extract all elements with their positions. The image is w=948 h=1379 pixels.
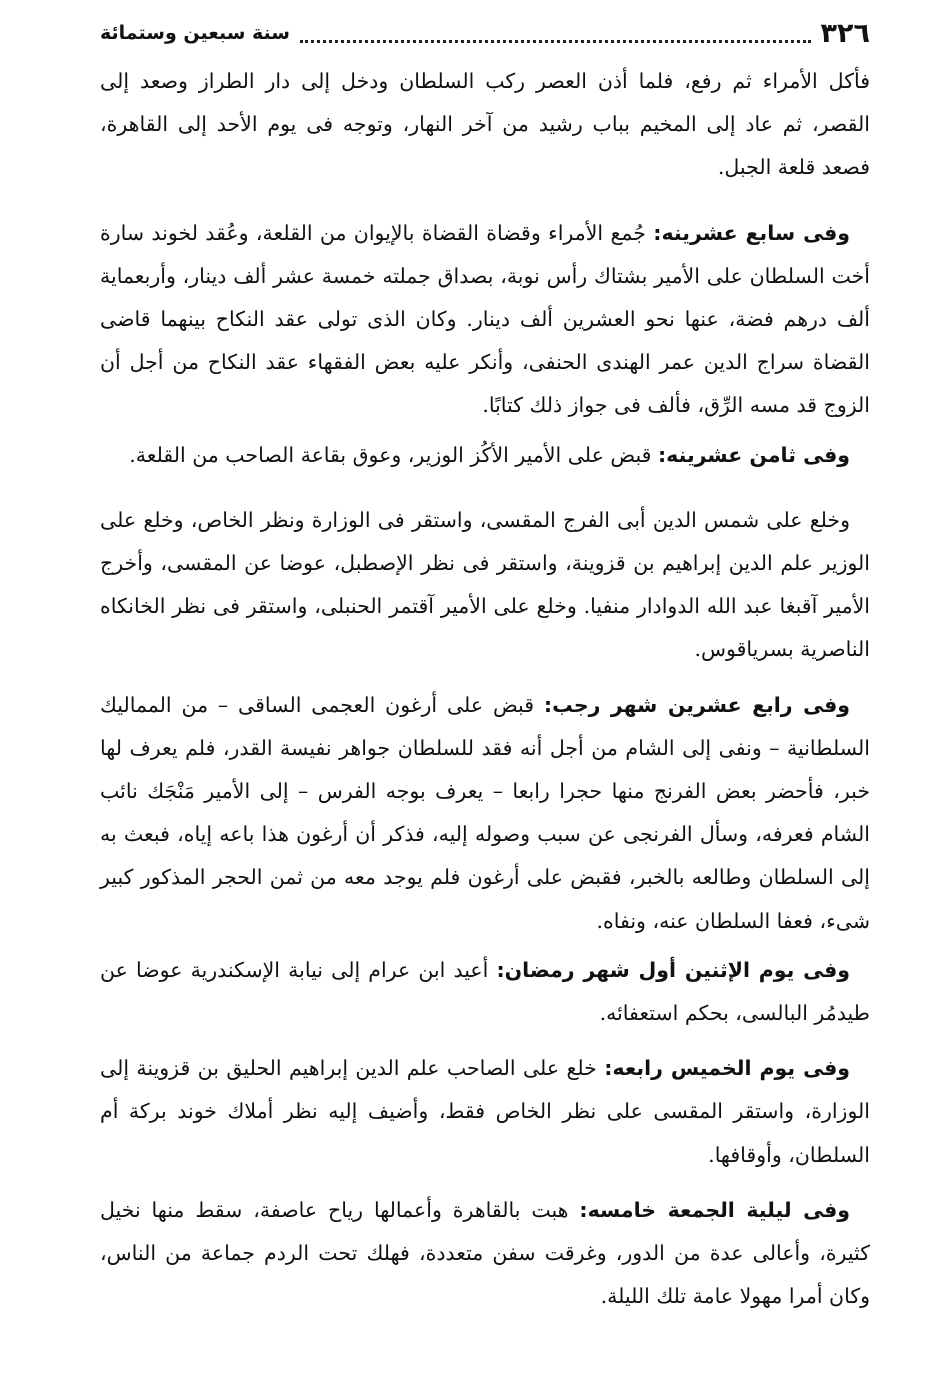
paragraph-5-lead: وفى رابع عشرين شهر رجب: xyxy=(543,692,850,717)
paragraph-7-text: خلع على الصاحب علم الدين إبراهيم الحليق بن قزوينة إلى الوزارة، واستقر المقسى على نظر الخاص فقط، وأضيف إليه نظر أملاك خوند بركة أم السلطان، وأوقافها. xyxy=(100,1056,870,1167)
paragraph-6-text: أعيد ابن عرام إلى نيابة الإسكندرية عوضا عن طيدمُر البالسى، بحكم استعفائه. xyxy=(100,957,870,1026)
dotted-leader xyxy=(300,40,811,43)
running-title: سنة سبعين وستمائة xyxy=(100,22,290,44)
running-head xyxy=(100,10,870,56)
paragraph-2 xyxy=(100,212,870,428)
paragraph-7-lead: وفى يوم الخميس رابعه: xyxy=(604,1056,850,1081)
paragraph-2-lead: وفى سابع عشرينه: xyxy=(653,220,850,245)
paragraph-8-text: هبت بالقاهرة وأعمالها رياح عاصفة، سقط منها نخيل كثيرة، وأعالى عدة من الدور، وغرقت سفن متعددة، فهلك تحت الردم جماعة من الناس، وكان أمرا مهولا عامة تلك الليلة. xyxy=(100,1197,870,1309)
paragraph-4-text: وخلع على شمس الدين أبى الفرج المقسى، واستقر فى الوزارة ونظر الخاص، وخلع على الوزير علم الدين إبراهيم بن قزوينة، واستقر فى نظر الإصطبل، عوضا عن المقسى، وأخرج الأمير آقبغا عبد الله الدوادار منفيا. وخلع على الأمير آقتمر الحنبلى، واستقر فى نظر الخانكاه الناصرية بسرياقوس. xyxy=(100,507,870,662)
paragraph-5 xyxy=(100,684,870,943)
paragraph-8-lead: وفى ليلية الجمعة خامسه: xyxy=(579,1197,851,1222)
paragraph-2-text: جُمع الأمراء وقضاة القضاة بالإيوان من القلعة، وعُقد لخوند سارة أخت السلطان على الأمير بشتاك رأس نوبة، بصداق جملته خمسة عشر ألف دينار، وأربعماية ألف درهم فضة، عنها نحو العشرين ألف دينار. وكان الذى تولى عقد النكاح بينهما قاضى القضاة سراج الدين عمر الهندى الحنفى، وأنكر عليه بعض الفقهاء عقد النكاح من أجل أن الزوج قد مسه الرِّق، فألف فى جواز ذلك كتابًا. xyxy=(100,220,870,418)
body-text xyxy=(100,60,870,1318)
paragraph-7 xyxy=(100,1047,870,1177)
paragraph-3-lead: وفى ثامن عشرينه: xyxy=(657,442,850,467)
paragraph-8 xyxy=(100,1189,870,1319)
paragraph-6 xyxy=(100,949,870,1035)
paragraph-4 xyxy=(100,499,870,672)
paragraph-3-text: قبض على الأمير الأكُز الوزير، وعوق بقاعة الصاحب من القلعة. xyxy=(129,442,658,467)
paragraph-5-text: قبض على أرغون العجمى الساقى – من المماليك السلطانية – ونفى إلى الشام من أجل أنه فقد للسلطان جواهر نفيسة القدر، فلم يعرف لها خبر، فأحضر بعض الفرنج منها حجرا رابعا – يعرف بوجه الفرس – إلى الأمير مَنْجَك نائب الشام فعرفه، وسأل الفرنجى عن سبب وصوله إليه، فذكر أن أرغون هذا باعه إياه، فبعث به إلى السلطان وطالعه بالخبر، فقبض على أرغون فلم يوجد معه من ثمن الحجر المذكور كبير شىء، فعفا السلطان عنه، ونفاه. xyxy=(100,692,870,933)
paragraph-6-lead: وفى يوم الإثنين أول شهر رمضان: xyxy=(496,957,850,982)
paragraph-1-text: فأكل الأمراء ثم رفع، فلما أذن العصر ركب السلطان ودخل إلى دار الطراز وصعد إلى القصر، ثم عاد إلى المخيم بباب رشيد من آخر النهار، وتوجه فى يوم الأحد إلى القاهرة، فصعد قلعة الجبل. xyxy=(100,69,870,180)
page-number: ٣٢٦ xyxy=(820,17,870,49)
paragraph-1 xyxy=(100,60,870,190)
paragraph-3 xyxy=(100,434,870,477)
